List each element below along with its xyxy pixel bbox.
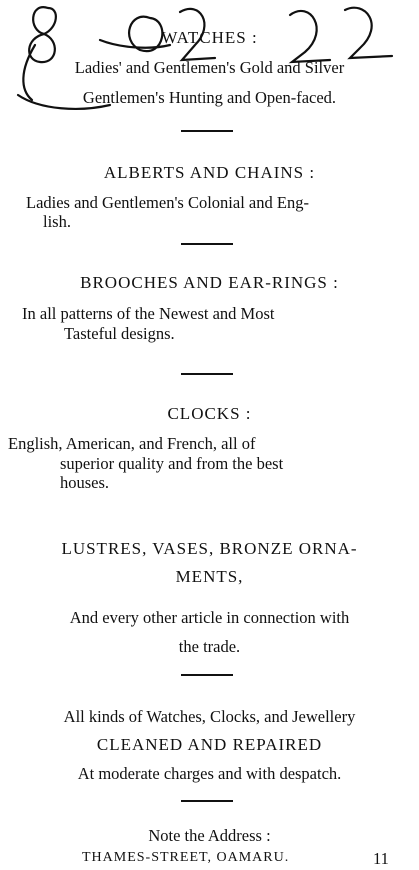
watches-line-2: Gentlemen's Hunting and Open-faced. xyxy=(82,88,337,107)
section-divider xyxy=(181,800,233,802)
clocks-line-2: superior quality and from the best xyxy=(60,454,284,473)
section-divider xyxy=(181,243,233,245)
lustres-line-2: the trade. xyxy=(178,637,241,656)
cleaning-line-1: All kinds of Watches, Clocks, and Jewellery xyxy=(63,707,356,726)
brooches-line-1: In all patterns of the Newest and Most xyxy=(22,304,275,323)
cleaning-line-2: At moderate charges and with despatch. xyxy=(77,764,342,783)
lustres-heading-2: MENTS, xyxy=(175,567,244,586)
lustres-heading-1: LUSTRES, VASES, BRONZE ORNA- xyxy=(61,539,358,558)
clocks-line-3: houses. xyxy=(60,473,110,492)
clocks-heading: CLOCKS : xyxy=(167,404,252,423)
alberts-line-1: Ladies and Gentlemen's Colonial and Eng- xyxy=(26,193,309,212)
section-divider xyxy=(181,130,233,132)
watches-heading: WATCHES : xyxy=(161,28,258,47)
address-street: THAMES-STREET, OAMARU. xyxy=(82,850,290,865)
brooches-line-2: Tasteful designs. xyxy=(64,324,175,343)
section-divider xyxy=(181,674,233,676)
cleaning-heading: CLEANED AND REPAIRED xyxy=(96,735,323,754)
address-number: 11 xyxy=(373,849,389,868)
alberts-line-2: lish. xyxy=(43,212,71,231)
watches-line-1: Ladies' and Gentlemen's Gold and Silver xyxy=(74,58,345,77)
clocks-line-1: English, American, and French, all of xyxy=(8,434,256,453)
brooches-heading: BROOCHES AND EAR-RINGS : xyxy=(80,273,339,292)
lustres-line-1: And every other article in connection with xyxy=(69,608,350,627)
address-label: Note the Address : xyxy=(148,826,271,845)
section-divider xyxy=(181,373,233,375)
alberts-heading: ALBERTS AND CHAINS : xyxy=(103,163,316,182)
